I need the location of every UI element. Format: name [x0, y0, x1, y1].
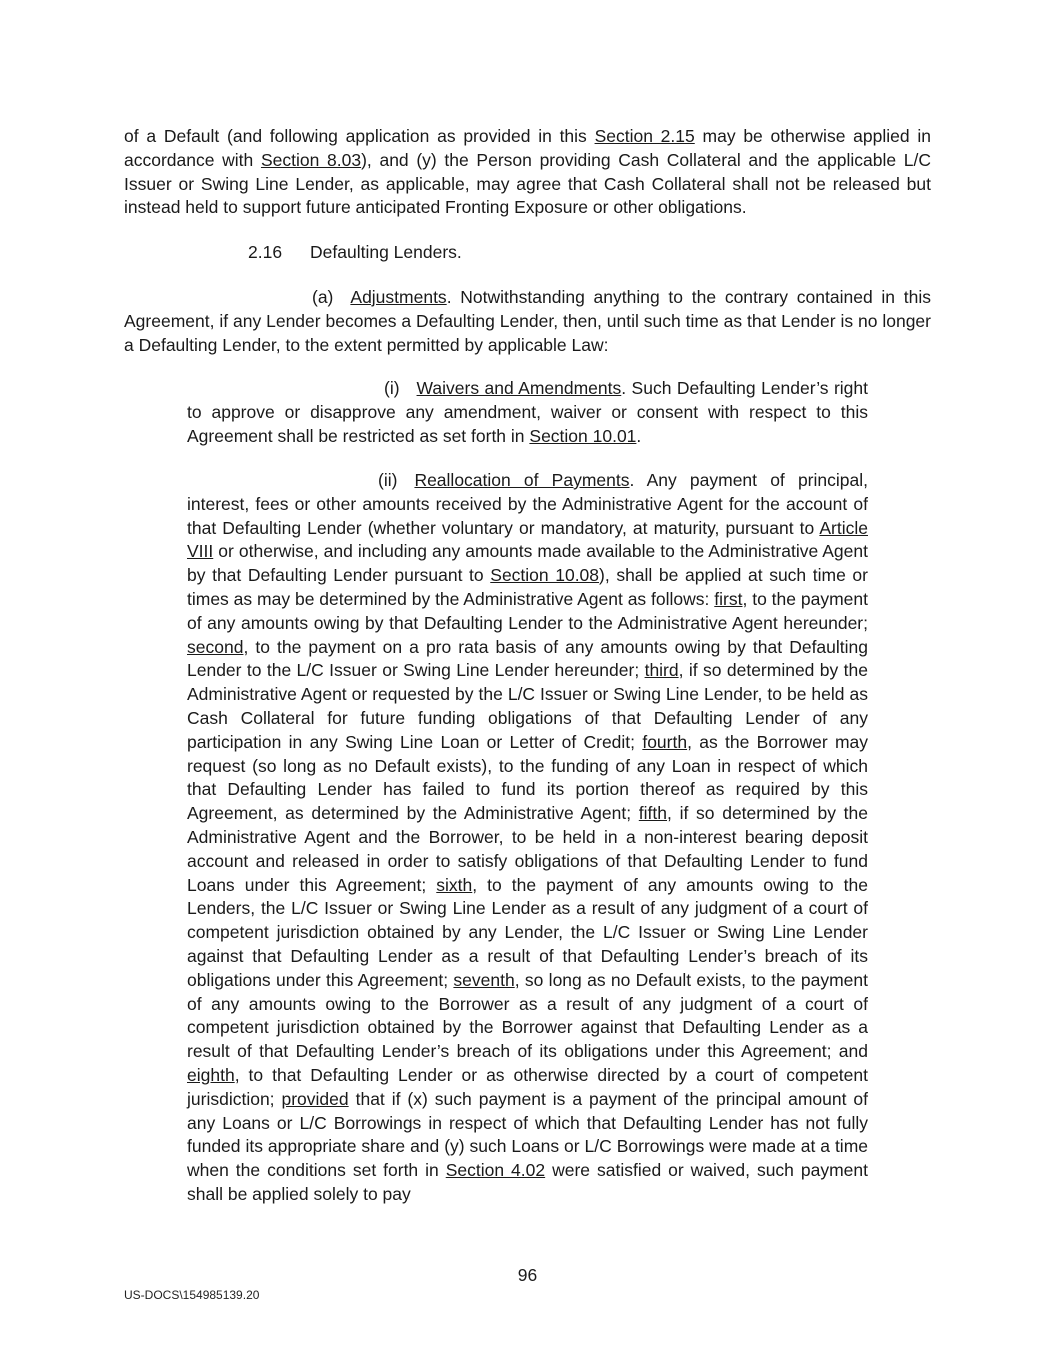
clause-caption: Adjustments — [350, 287, 447, 307]
priority-term: seventh — [453, 969, 515, 990]
section-reference: Section 8.03 — [260, 149, 362, 170]
proviso-term: provided — [281, 1088, 349, 1109]
text: ), and (y) the Person providing Cash Collateral and the applicable L/C Issuer or Swing Line Lender, as applicable, may agree that Cash Collateral shall not be released but instead held to support future anticipated Fronting Exposure or other obligations. — [124, 149, 932, 218]
page-number: 96 — [517, 1265, 538, 1285]
priority-term: eighth — [187, 1064, 235, 1085]
clause-marker: (ii) — [378, 470, 398, 490]
text: , if so determined by the Administrative Agent or requested by the L/C Issuer or Swing Line Lender, to be held as Cash Collateral for future funding obligations of that Defaulting Lender of any participation in any Swing Line Loan or Letter of Credit; — [187, 660, 868, 752]
text: that if (x) such payment is a payment of the principal amount of any Loans or L/C Borrowings in respect of which that Defaulting Lender has not fully funded its appropriate share and (y) such Loans or L/C Borrowings were made at a time when the conditions set forth in — [187, 1088, 869, 1181]
text: . Any payment of principal, interest, fees or other amounts received by the Administrative Agent for the account of that Defaulting Lender (whether voluntary or mandatory, at maturity, pursuant to — [187, 470, 868, 538]
clause-marker: (i) — [384, 378, 400, 398]
clause-caption: Reallocation of Payments — [414, 470, 630, 490]
text: of a Default (and following application as provided in this — [124, 126, 595, 146]
text: . — [636, 425, 642, 446]
text: , if so determined by the Administrative Agent and the Borrower, to be held in a non-interest bearing deposit account and released in order to satisfy obligations of that Defaulting Lender to fund Loans under this Agreement; — [187, 803, 868, 895]
section-reference: Section 4.02 — [445, 1160, 546, 1181]
text: may be otherwise applied in accordance with — [124, 126, 931, 170]
text: , to the payment on a pro rata basis of any amounts owing by that Defaulting Lender to the L/C Issuer or Swing Line Lender hereunder; — [187, 636, 868, 681]
paragraph-waivers-amendments — [187, 377, 868, 448]
article-reference: Article VIII — [187, 517, 868, 562]
section-reference: Section 10.08 — [490, 565, 600, 586]
section-reference: Section 2.15 — [594, 126, 695, 146]
paragraph-adjustments — [124, 286, 931, 357]
clause-caption: Waivers and Amendments — [416, 378, 622, 398]
text: ), shall be applied at such time or times as may be determined by the Administrative Agent as follows: — [187, 565, 868, 609]
section-number: 2.16 — [248, 242, 283, 262]
clause-marker: (a) — [312, 287, 334, 307]
text: , to the payment of any amounts owing by that Defaulting Lender to the Administrative Agent hereunder; — [187, 588, 868, 633]
priority-term: third — [644, 660, 679, 681]
text: . Notwithstanding anything to the contrary contained in this Agreement, if any Lender becomes a Defaulting Lender, then, until such time as that Lender is no longer a Defaulting Lender, to the extent permitted by applicable Law: — [124, 287, 931, 355]
priority-term: second — [187, 636, 244, 657]
section-reference: Section 10.01 — [529, 425, 637, 446]
priority-term: fifth — [638, 803, 668, 824]
text: , to the payment of any amounts owing to the Lenders, the L/C Issuer or Swing Line Lender as a result of any judgment of a court of competent jurisdiction obtained by any Lender, the L/C Issuer or Swing Line Lender against that Defaulting Lender as a result of that Defaulting Lender’s breach of its obligations under this Agreement; — [187, 874, 868, 990]
section-title: Defaulting Lenders. — [310, 242, 462, 262]
text: or otherwise, and including any amounts made available to the Administrative Agent by that Defaulting Lender pursuant to — [187, 541, 868, 586]
paragraph-cash-collateral-release — [124, 125, 931, 220]
text: , as the Borrower may request (so long as no Default exists), to the funding of any Loan in respect of which that Defaulting Lender has failed to fund its portion thereof as required by this Agreement, as determined by the Administrative Agent; — [187, 731, 868, 824]
text: , to that Defaulting Lender or as otherwise directed by a court of competent jurisdiction; — [187, 1064, 868, 1109]
priority-term: first — [714, 588, 743, 609]
text: . Such Defaulting Lender’s right to approve or disapprove any amendment, waiver or consent with respect to this Agreement shall be restricted as set forth in — [187, 378, 868, 446]
text: , so long as no Default exists, to the payment of any amounts owing to the Borrower as a result of any judgment of a court of competent jurisdiction obtained by the Borrower against that Defaulting Lender as a result of that Defaulting Lender’s breach of its obligations under this Agreement; and — [187, 969, 868, 1062]
document-id: US-DOCS\154985139.20 — [124, 1288, 260, 1302]
priority-term: fourth — [642, 731, 688, 752]
section-heading — [248, 240, 462, 264]
text: were satisfied or waived, such payment shall be applied solely to pay — [187, 1160, 868, 1204]
paragraph-reallocation-of-payments — [187, 469, 868, 1207]
priority-term: sixth — [436, 874, 473, 895]
